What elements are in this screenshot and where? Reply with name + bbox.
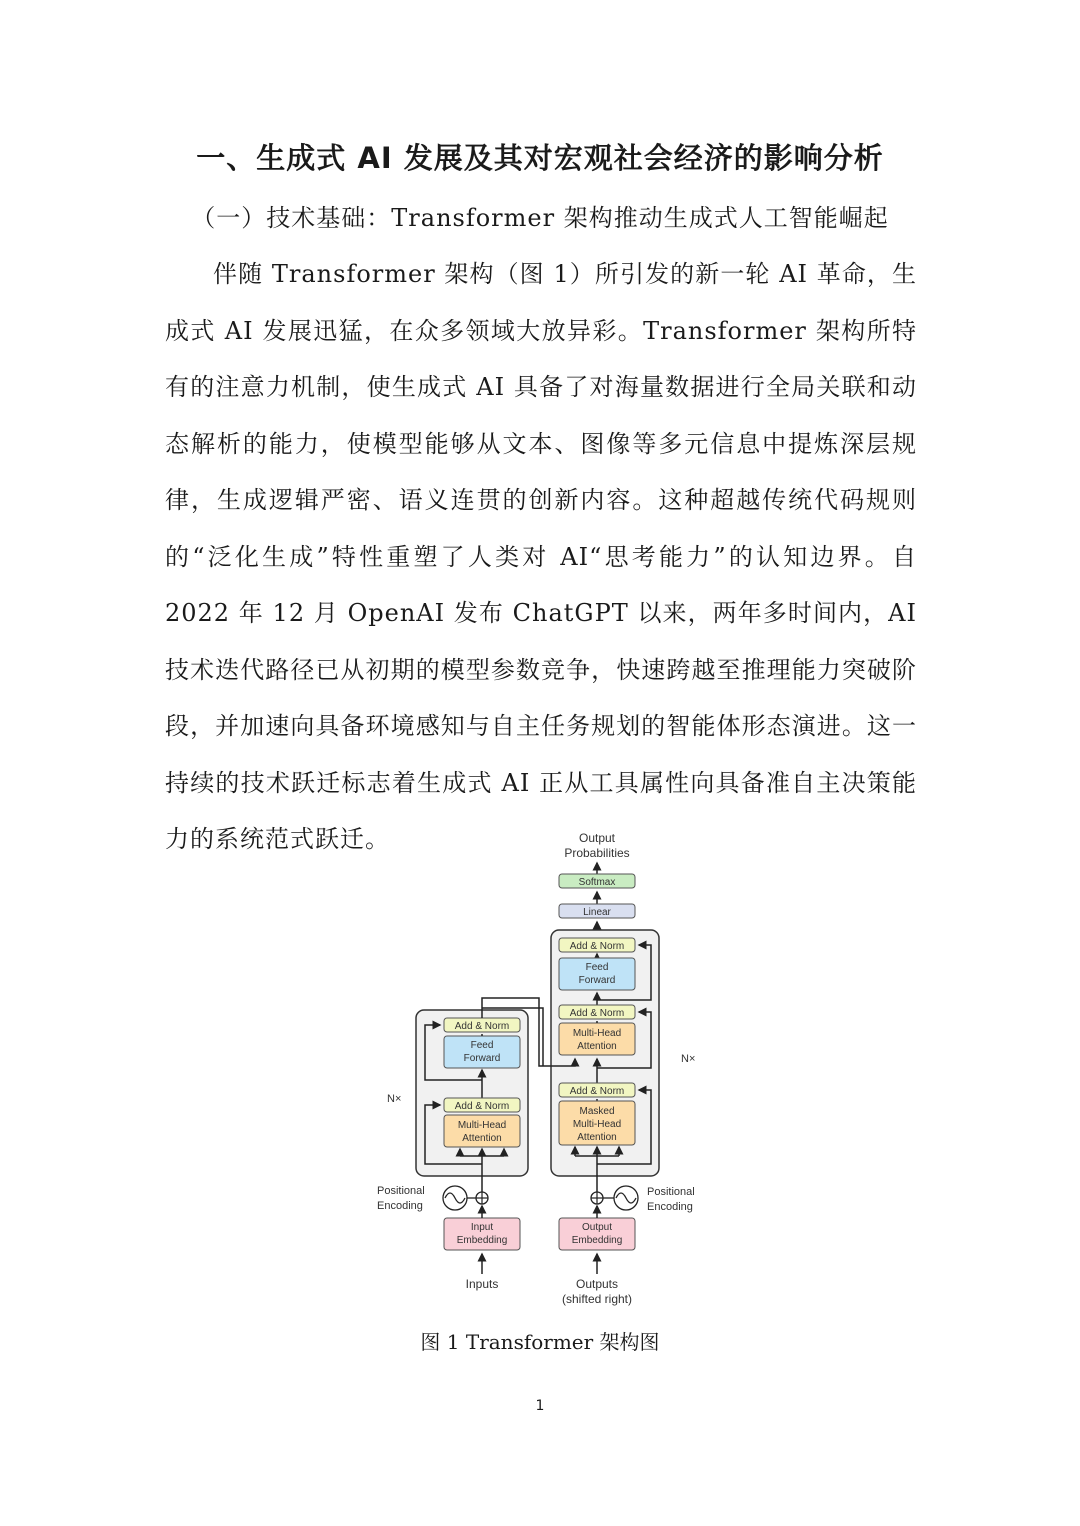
decoder-mha-label-1: Multi-Head	[572, 1028, 622, 1039]
encoder-add-norm-2-label: Add & Norm	[454, 1021, 510, 1032]
decoder-add-norm-3-label: Add & Norm	[569, 941, 625, 952]
masked-mha-label-1: Masked	[579, 1106, 615, 1117]
encoder-positional-encoding-label-1: Positional	[377, 1185, 425, 1197]
encoder-add-norm-1-label: Add & Norm	[454, 1101, 510, 1112]
encoder-block	[416, 1010, 528, 1176]
inputs-label: Inputs	[465, 1277, 499, 1291]
outputs-label: Outputs	[575, 1277, 619, 1291]
encoder-positional-encoding-label-2: Encoding	[377, 1200, 423, 1212]
body-paragraph: 伴随 Transformer 架构（图 1）所引发的新一轮 AI 革命，生成式 AI 发展迅猛，在众多领域大放异彩。Transformer 架构所特有的注意力机制，使生成式 AI 具备了对海量数据进行全局关联和动态解析的能力，使模型能够从文本、图像等多元信息中提炼深层规律，生成逻辑严密、语义连贯的创新内容。这种超越传统代码规则的“泛化生成”特性重塑了人类对 AI“思考能力”的认知边界。自 2022 年 12 月 OpenAI 发布 ChatGPT 以来，两年多时间内，AI 技术迭代路径已从初期的模型参数竞争，快速跨越至推理能力突破阶段，并加速向具备环境感知与自主任务规划的智能体形态演进。这一持续的技术跃迁标志着生成式 AI 正从工具属性向具备准自主决策能力的系统范式跃迁。	[165, 260, 917, 853]
decoder-feed-forward-label-2: Forward	[578, 975, 616, 986]
output-probabilities-label-1: Output	[578, 831, 616, 845]
page-number: 1	[535, 1398, 545, 1414]
input-embedding-label-1: Input	[470, 1222, 494, 1233]
linear-label: Linear	[583, 907, 611, 918]
encoder-feed-forward-label-1: Feed	[470, 1040, 494, 1051]
decoder-nx-label: N×	[681, 1053, 696, 1065]
encoder-nx-label: N×	[387, 1093, 402, 1105]
decoder-feed-forward-label-1: Feed	[585, 962, 609, 973]
output-probabilities-label-2: Probabilities	[564, 846, 630, 860]
masked-mha-label-2: Multi-Head	[572, 1119, 622, 1130]
transformer-architecture-figure	[365, 822, 735, 1312]
decoder-positional-encoding-label-2: Encoding	[647, 1201, 693, 1213]
decoder-mha-label-2: Attention	[577, 1041, 617, 1052]
output-embedding-label-2: Embedding	[571, 1235, 623, 1246]
encoder-feed-forward-label-2: Forward	[463, 1053, 501, 1064]
section-heading: 一、生成式 AI 发展及其对宏观社会经济的影响分析	[196, 141, 884, 175]
encoder-mha-label-2: Attention	[462, 1133, 502, 1144]
outputs-shifted-label: (shifted right)	[561, 1292, 633, 1306]
softmax-label: Softmax	[578, 877, 616, 888]
transformer-diagram	[365, 822, 735, 1312]
input-embedding-label-2: Embedding	[456, 1235, 508, 1246]
encoder-mha-label-1: Multi-Head	[457, 1120, 507, 1131]
output-embedding-label-1: Output	[581, 1222, 613, 1233]
decoder-add-norm-1-label: Add & Norm	[569, 1086, 625, 1097]
figure-caption: 图 1 Transformer 架构图	[420, 1330, 660, 1354]
subsection-heading: （一）技术基础：Transformer 架构推动生成式人工智能崛起	[191, 204, 889, 232]
decoder-positional-encoding-label-1: Positional	[647, 1186, 695, 1198]
decoder-add-norm-2-label: Add & Norm	[569, 1008, 625, 1019]
masked-mha-label-3: Attention	[577, 1132, 617, 1143]
